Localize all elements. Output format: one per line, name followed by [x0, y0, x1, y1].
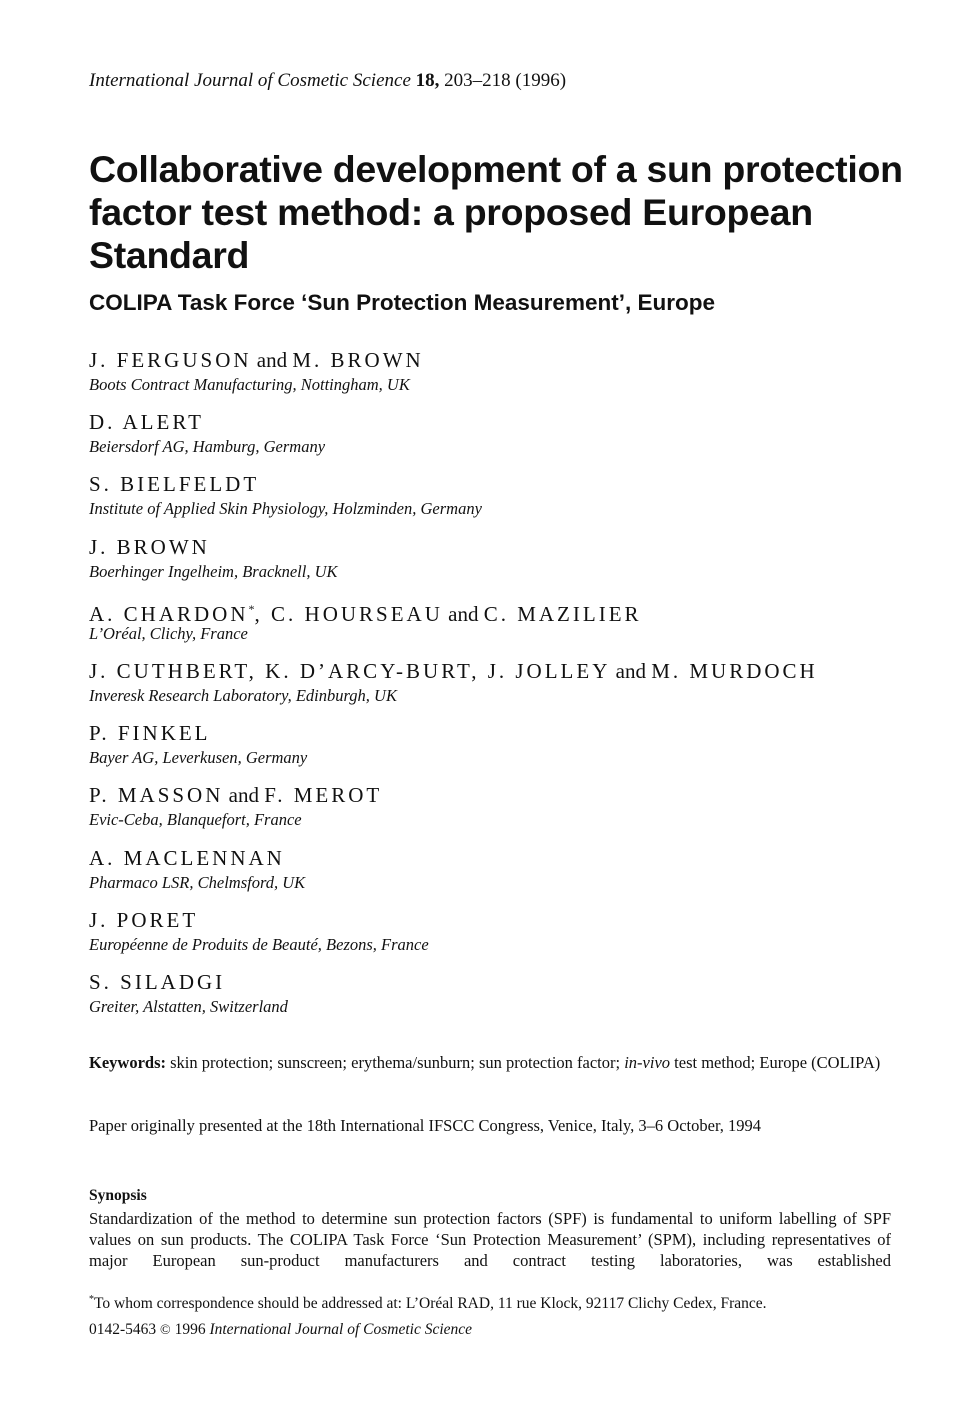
keywords-label: Keywords: [89, 1053, 166, 1072]
author-name: S. SILADGI [89, 969, 226, 994]
author-name: F. MEROT [264, 783, 383, 808]
author-name: D. ALERT [89, 410, 204, 435]
author-name: , C. HOURSEAU [254, 601, 443, 626]
keywords-italic-term: in-vivo [624, 1053, 671, 1072]
author-group [89, 470, 909, 532]
author-names [89, 657, 909, 685]
and-word: and [228, 783, 259, 808]
author-names [89, 346, 909, 374]
author-group [89, 408, 909, 470]
footnote-marker: * [89, 1294, 94, 1305]
presentation-note: Paper originally presented at the 18th International IFSCC Congress, Venice, Italy, 3–6 October, 1994 [89, 1116, 762, 1135]
author-affiliation: Evic-Ceba, Blanquefort, France [89, 810, 302, 830]
author-names [89, 781, 909, 809]
author-group [89, 906, 909, 968]
author-name: J. PORET [89, 907, 199, 932]
journal-year: (1996) [515, 70, 567, 91]
author-group [89, 719, 909, 781]
author-group [89, 781, 909, 843]
author-affiliation: Inveresk Research Laboratory, Edinburgh, UK [89, 685, 397, 705]
author-name: C. MAZILIER [483, 601, 642, 626]
author-name: J. CUTHBERT, K. D’ARCY-BURT, J. JOLLEY [89, 658, 611, 683]
author-affiliation: Bayer AG, Leverkusen, Germany [89, 748, 308, 768]
author-affiliation: Beiersdorf AG, Hamburg, Germany [89, 437, 326, 457]
author-names [89, 470, 909, 498]
synopsis-heading: Synopsis [89, 1187, 147, 1204]
author-name: M. MURDOCH [651, 658, 818, 683]
author-group [89, 968, 909, 1030]
author-names [89, 408, 909, 436]
author-name: A. CHARDON [89, 601, 249, 626]
author-name: S. BIELFELDT [89, 472, 260, 497]
journal-pages: 203–218 [444, 70, 511, 91]
journal-name: International Journal of Cosmetic Science [89, 70, 411, 91]
and-word: and [615, 658, 646, 683]
author-affiliation: Européenne de Produits de Beauté, Bezons, France [89, 934, 429, 954]
author-affiliation: Boots Contract Manufacturing, Nottingham, UK [89, 375, 410, 394]
author-names [89, 533, 909, 561]
author-name: P. MASSON [89, 783, 224, 808]
issn: 0142-5463 [89, 1321, 157, 1338]
copyright-journal: International Journal of Cosmetic Science [209, 1321, 473, 1338]
keywords-text: skin protection; sunscreen; erythema/sunburn; sun protection factor; [166, 1053, 625, 1072]
synopsis-text: Standardization of the method to determine sun protection factors (SPF) is fundamental to uniform labelling of SPF values on sun products. The COLIPA Task Force ‘Sun Protection Measurement’ (SPM), including representatives of major European sun-product manufacturers and contract testing laboratories, was established [89, 1209, 891, 1270]
copyright-symbol: © [160, 1323, 171, 1338]
author-group [89, 533, 909, 595]
keywords-text-end: test method; Europe (COLIPA) [670, 1053, 881, 1072]
author-affiliation: Boerhinger Ingelheim, Bracknell, UK [89, 561, 338, 581]
article-title: Collaborative development of a sun protection factor test method: a proposed European Standard [89, 148, 903, 276]
author-name: P. FINKEL [89, 721, 211, 746]
journal-citation [89, 70, 566, 92]
author-name: J. FERGUSON [89, 348, 252, 372]
article-subtitle: COLIPA Task Force ‘Sun Protection Measurement’, Europe [89, 290, 715, 315]
author-list [89, 346, 909, 1030]
author-names [89, 844, 909, 872]
copyright-line [89, 1320, 472, 1341]
author-name: M. BROWN [292, 348, 424, 372]
footnote-text: To whom correspondence should be addressed at: L’Oréal RAD, 11 rue Klock, 92117 Clichy Cedex, France. [94, 1295, 767, 1312]
author-affiliation: Institute of Applied Skin Physiology, Holzminden, Germany [89, 499, 482, 519]
author-group [89, 595, 909, 657]
corresponding-author-marker: * [248, 601, 255, 616]
correspondence-footnote [89, 1290, 891, 1314]
and-word: and [448, 601, 479, 626]
author-names [89, 906, 909, 934]
author-names [89, 968, 909, 996]
author-group [89, 346, 909, 408]
author-names [89, 719, 909, 747]
author-affiliation: Pharmaco LSR, Chelmsford, UK [89, 872, 306, 892]
author-affiliation: Greiter, Alstatten, Switzerland [89, 996, 288, 1016]
author-name: A. MACLENNAN [89, 845, 285, 870]
author-name: J. BROWN [89, 534, 210, 559]
keywords-paragraph [89, 1052, 891, 1073]
journal-volume: 18, [415, 70, 440, 91]
author-group [89, 657, 909, 719]
copyright-year: 1996 [174, 1321, 206, 1338]
author-group [89, 844, 909, 906]
author-names [89, 595, 909, 626]
and-word: and [256, 348, 288, 372]
author-affiliation: L’Oréal, Clichy, France [89, 623, 248, 643]
